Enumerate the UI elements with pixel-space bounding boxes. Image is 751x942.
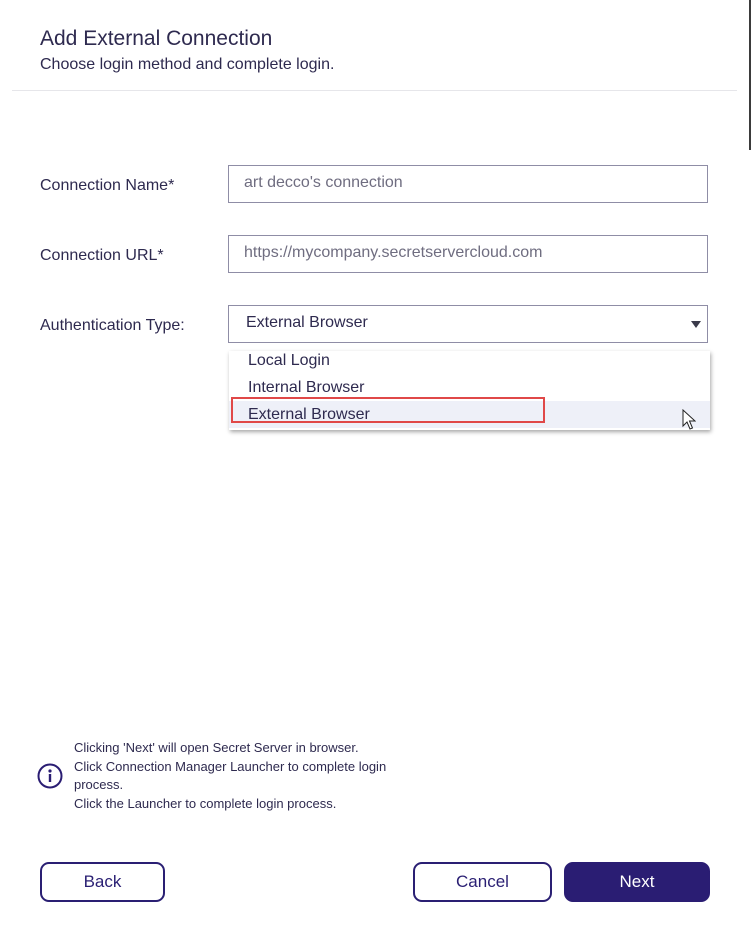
info-icon xyxy=(37,763,63,789)
info-text xyxy=(74,739,404,813)
dropdown-option-local-login[interactable]: Local Login xyxy=(248,352,330,369)
mouse-cursor-icon xyxy=(682,409,696,431)
info-line-3: Click the Launcher to complete login process. xyxy=(74,795,337,811)
info-line-2: Click Connection Manager Launcher to complete login process. xyxy=(74,758,387,792)
cancel-button[interactable]: Cancel xyxy=(413,862,552,902)
connection-url-label: Connection URL* xyxy=(40,247,164,264)
dropdown-option-internal-browser[interactable]: Internal Browser xyxy=(248,379,365,396)
back-button[interactable]: Back xyxy=(40,862,165,902)
dialog-header xyxy=(40,27,334,74)
next-button[interactable]: Next xyxy=(564,862,710,902)
dialog-subtitle: Choose login method and complete login. xyxy=(40,56,335,73)
annotation-highlight-box xyxy=(231,397,545,423)
connection-name-label: Connection Name* xyxy=(40,177,175,194)
auth-type-dropdown xyxy=(229,351,710,430)
header-divider xyxy=(12,90,737,91)
auth-type-select[interactable] xyxy=(228,305,708,343)
dialog-title: Add External Connection xyxy=(40,27,273,50)
auth-type-selected-value: External Browser xyxy=(246,314,368,331)
connection-url-input[interactable]: https://mycompany.secretservercloud.com xyxy=(228,235,708,273)
dropdown-option-external-browser[interactable]: External Browser xyxy=(229,401,710,428)
auth-type-label: Authentication Type: xyxy=(40,317,185,334)
info-line-1: Clicking 'Next' will open Secret Server in browser. xyxy=(74,740,359,755)
connection-name-input[interactable]: art decco's connection xyxy=(228,165,708,203)
chevron-down-icon[interactable] xyxy=(691,321,701,328)
